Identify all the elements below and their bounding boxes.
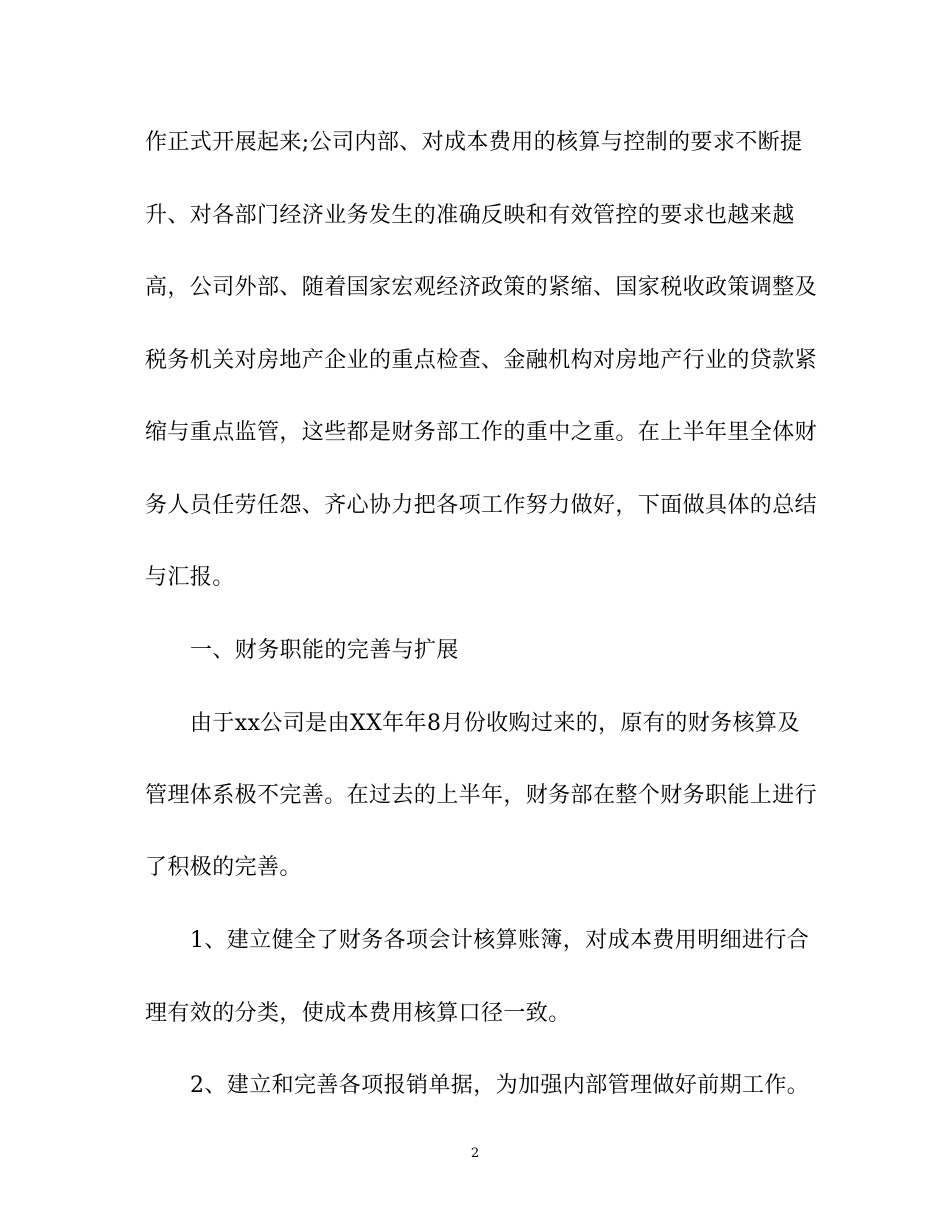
paragraph-line: 作正式开展起来;公司内部、对成本费用的核算与控制的要求不断提 (145, 130, 803, 155)
paragraph-line: 务人员任劳任怨、齐心协力把各项工作努力做好，下面做具体的总结 (145, 493, 818, 518)
page-number: 2 (470, 1146, 480, 1161)
paragraph-line: 管理体系极不完善。在过去的上半年，财务部在整个财务职能上进行 (145, 783, 818, 808)
section-heading: 一、财务职能的完善与扩展 (190, 638, 459, 663)
list-item-line: 理有效的分类，使成本费用核算口径一致。 (145, 1001, 571, 1026)
list-item-line: 1、建立健全了财务各项会计核算账簿，对成本费用明细进行合 (190, 928, 810, 953)
paragraph-line: 缩与重点监管，这些都是财务部工作的重中之重。在上半年里全体财 (145, 420, 818, 445)
paragraph-line: 高，公司外部、随着国家宏观经济政策的紧缩、国家税收政策调整及 (145, 275, 818, 300)
list-item-line: 2、建立和完善各项报销单据，为加强内部管理做好前期工作。 (190, 1073, 810, 1098)
paragraph-line: 税务机关对房地产企业的重点检查、金融机构对房地产行业的贷款紧 (145, 348, 818, 373)
paragraph-line: 由于xx公司是由XX年年8月份收购过来的，原有的财务核算及 (190, 711, 800, 736)
paragraph-line: 了积极的完善。 (145, 855, 302, 880)
paragraph-line: 升、对各部门经济业务发生的准确反映和有效管控的要求也越来越 (145, 203, 795, 228)
paragraph-line: 与汇报。 (145, 565, 235, 590)
